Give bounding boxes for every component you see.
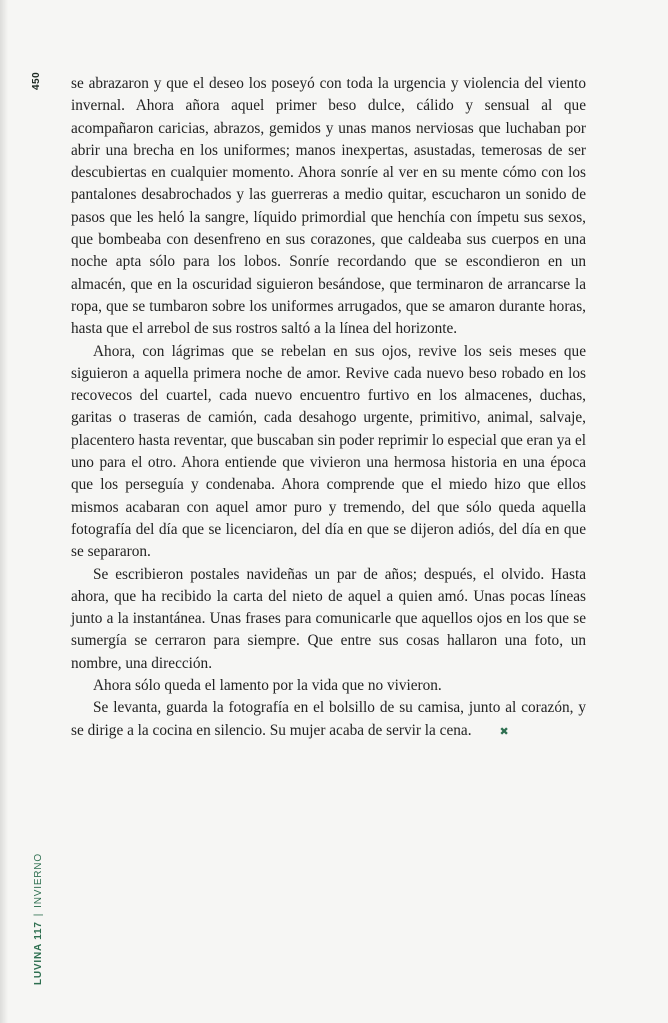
- paragraph-2: Ahora, con lágrimas que se rebelan en sus ojos, revive los seis meses que siguieron a aquella primera noche de amor. Revive cada nuevo beso robado en los recovecos del cuartel, cada nuevo encuentro furtivo en los almacenes, duchas, garitas o traseras de camión, cada desahogo urgente, primitivo, animal, salvaje, placentero hasta reventar, que buscaban sin poder reprimir lo especial que eran ya el uno para el otro. Ahora entiende que vivieron una hermosa historia en una época que los perseguía y condenaba. Ahora comprende que el miedo hizo que ellos mismos acabaran con aquel amor puro y tremendo, del que sólo queda aquella fotografía del día que se licenciaron, del día en que se dijeron adiós, del día en que se separaron.: [71, 342, 586, 561]
- page-binding-shadow: [0, 0, 8, 1023]
- running-footer: [33, 853, 44, 985]
- page-number: 450: [31, 71, 42, 90]
- paragraph-3: Se escribieron postales navideñas un par de años; después, el olvido. Hasta ahora, que ha recibido la carta del nieto de aquel a quien amó. Unas pocas líneas junto a la instantánea. Unas frases para comunicarle que aquellos ojos en los que se sumergía se cerraron para siempre. Que entre sus cosas hallaron una foto, un nombre, una dirección.: [71, 565, 586, 672]
- paragraph-5-text: Se levanta, guarda la fotografía en el bolsillo de su camisa, junto al corazón, y se dirige a la cocina en silencio. Su mujer acaba de servir la cena.: [71, 699, 586, 739]
- end-of-article-icon: ✖: [499, 724, 509, 738]
- paragraph-5: [71, 697, 586, 743]
- section-name: INVIERNO: [33, 853, 44, 908]
- footer-separator: |: [33, 912, 44, 917]
- magazine-issue: LUVINA 117: [33, 921, 44, 985]
- paragraph-4: Ahora sólo queda el lamento por la vida que no vivieron.: [93, 677, 442, 695]
- paragraph-1: se abrazaron y que el deseo los poseyó con toda la urgencia y violencia del viento invernal. Ahora añora aquel primer beso dulce, cálido y sensual al que acompañaron caricias, abrazos, gemidos y unas manos nerviosas que luchaban por abrir una brecha en los uniformes; manos inexpertas, asustadas, temerosas de ser descubiertas en cualquier momento. Ahora sonríe al ver en su mente cómo con los pantalones desabrochados y las guerreras a medio quitar, escucharon un sonido de pasos que les heló la sangre, líquido primordial que henchía con ímpetu sus sexos, que bombeaba con desenfreno en sus corazones, que caldeaba sus cuerpos en una noche apta sólo para los lobos. Sonríe recordando que se escondieron en un almacén, que en la oscuridad siguieron besándose, que terminaron de arrancarse la ropa, que se tumbaron sobre los uniformes arrugados, que se amaron durante horas, hasta que el arrebol de sus rostros saltó a la línea del horizonte.: [71, 75, 586, 338]
- story-text: [71, 73, 586, 743]
